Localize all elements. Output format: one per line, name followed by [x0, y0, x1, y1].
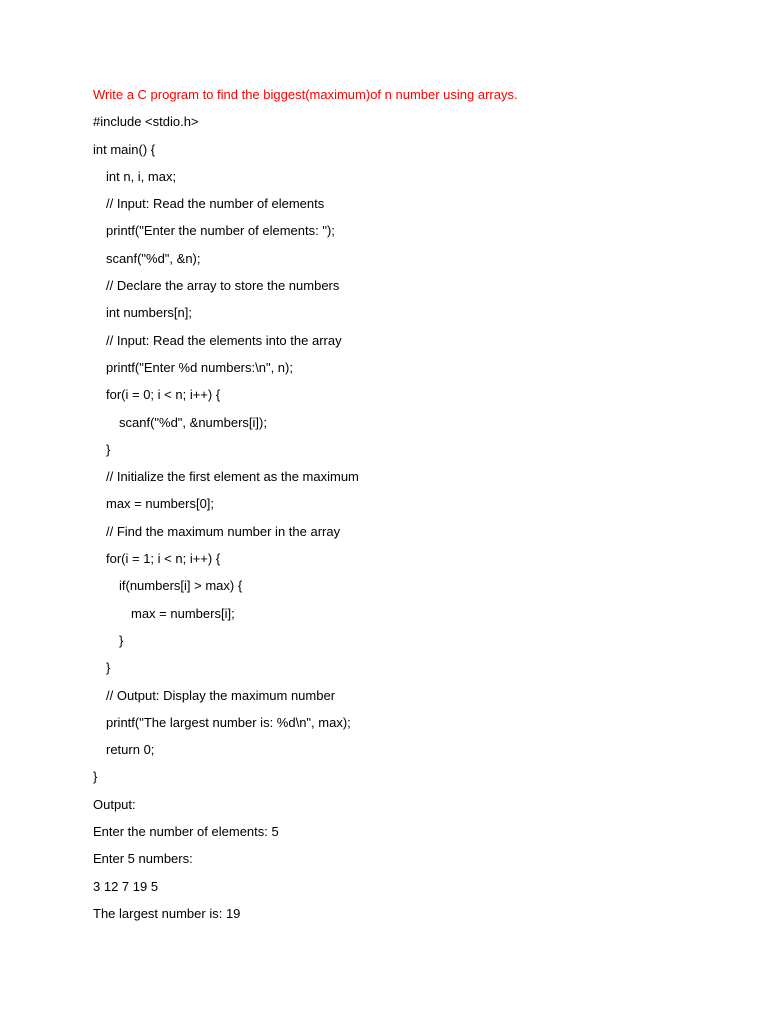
output-line: Enter the number of elements: 5 — [93, 824, 279, 840]
code-line: } — [119, 632, 124, 648]
code-line: int main() { — [93, 141, 156, 157]
code-line: printf("The largest number is: %d\n", max); — [106, 714, 351, 730]
code-comment: // Initialize the first element as the maximum — [106, 469, 359, 485]
code-line: printf("Enter %d numbers:\n", n); — [106, 359, 293, 375]
code-comment: // Output: Display the maximum number — [106, 687, 336, 703]
code-line: } — [93, 769, 98, 785]
document-body — [93, 86, 713, 932]
code-line: for(i = 0; i < n; i++) { — [106, 387, 221, 403]
code-comment: // Find the maximum number in the array — [106, 523, 341, 539]
code-line: for(i = 1; i < n; i++) { — [106, 551, 221, 567]
output-label: Output: — [93, 796, 136, 812]
assignment-heading: Write a C program to find the biggest(maximum)of n number using arrays. — [93, 87, 518, 102]
code-line: } — [106, 660, 111, 676]
code-comment: // Declare the array to store the numbers — [106, 278, 340, 294]
code-line: int numbers[n]; — [106, 305, 192, 321]
code-line: max = numbers[0]; — [106, 496, 215, 512]
code-line: printf("Enter the number of elements: "); — [106, 223, 335, 239]
code-line: } — [106, 441, 111, 457]
code-line: int n, i, max; — [106, 168, 177, 184]
code-line: scanf("%d", &numbers[i]); — [119, 414, 267, 430]
code-line: max = numbers[i]; — [131, 605, 235, 621]
output-line: The largest number is: 19 — [93, 905, 241, 921]
code-comment: // Input: Read the number of elements — [106, 196, 325, 212]
code-line: #include <stdio.h> — [93, 114, 199, 130]
output-line: Enter 5 numbers: — [93, 851, 193, 867]
output-line: 3 12 7 19 5 — [93, 878, 159, 894]
code-line: return 0; — [106, 742, 155, 758]
code-line: if(numbers[i] > max) { — [119, 578, 243, 594]
code-line: scanf("%d", &n); — [106, 250, 201, 266]
code-comment: // Input: Read the elements into the array — [106, 332, 342, 348]
